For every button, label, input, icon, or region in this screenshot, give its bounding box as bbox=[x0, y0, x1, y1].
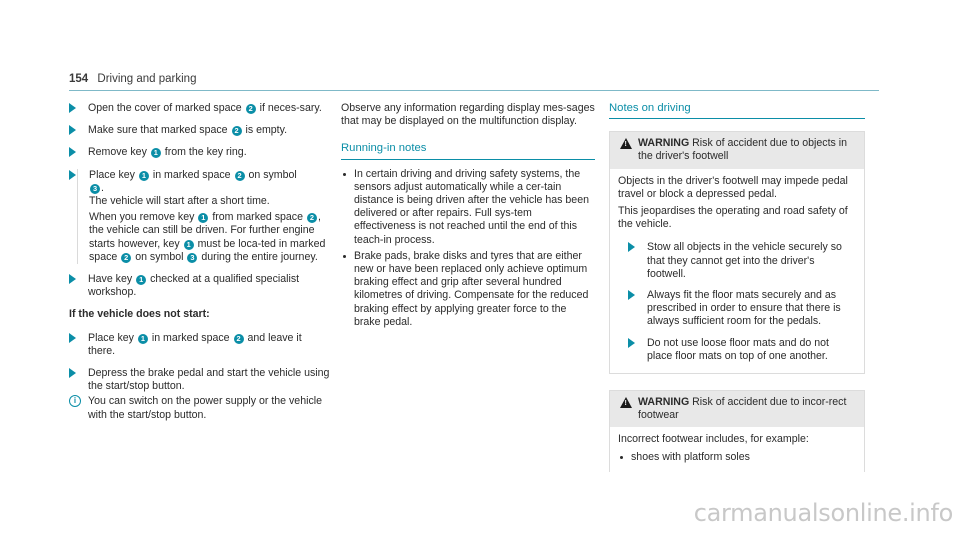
warning-header bbox=[610, 391, 864, 427]
marker-badge: 2 bbox=[232, 126, 242, 136]
subheading-vehicle-not-start: If the vehicle does not start: bbox=[69, 308, 210, 321]
marker-badge: 1 bbox=[198, 213, 208, 223]
watermark: carmanualsonline.info bbox=[693, 499, 953, 527]
bullet-item: shoes with platform soles bbox=[618, 451, 856, 464]
marker-badge: 1 bbox=[151, 148, 161, 158]
step-have-key-checked: Have key 1 checked at a qualified specialist workshop. bbox=[69, 273, 331, 299]
marker-badge: 2 bbox=[246, 104, 256, 114]
marker-badge: 2 bbox=[307, 213, 317, 223]
marker-badge: 1 bbox=[136, 275, 146, 285]
page-header bbox=[69, 73, 196, 85]
step-detail: When you remove key 1 from marked space 2 , the vehicle can still be driven. For further engine starts however, key 1 must be loca-ted in marked space 2 on symbol 3 during the entire journey. bbox=[89, 211, 326, 263]
step-arrow-icon bbox=[69, 125, 76, 135]
step-arrow-icon bbox=[69, 103, 76, 113]
marker-badge: 2 bbox=[234, 334, 244, 344]
step-open-cover: Open the cover of marked space 2 if neces-sary. bbox=[69, 102, 331, 115]
step-remove-key: Remove key 1 from the key ring. bbox=[69, 146, 331, 159]
warning-label: WARNING bbox=[638, 396, 690, 409]
step-depress-brake: Depress the brake pedal and start the vehicle using the start/stop button. bbox=[69, 367, 331, 393]
warning-body: Objects in the driver's footwell may impede pedal travel or block a depressed pedal. This jeopardises the operating and road safety of the vehicle. Stow all objects in the vehicle securely so that they cannot get into the driver's footwell. Always fit the floor mats securely and as prescribed in order to ensure that there is always sufficient room for the pedals. Do not use loose floor mats and do not place floor mats on top of one another. bbox=[610, 169, 864, 373]
section-title-running-in: Running-in notes bbox=[341, 142, 595, 159]
step-place-key-leave: Place key 1 in marked space 2 and leave it there. bbox=[69, 332, 331, 358]
step-arrow-icon bbox=[628, 338, 635, 348]
marker-badge: 3 bbox=[90, 184, 100, 194]
warning-step: Always fit the floor mats securely and as prescribed in order to ensure that there is always sufficient room for the pedals. bbox=[628, 289, 856, 329]
marker-badge: 1 bbox=[184, 240, 194, 250]
warning-box-footwear bbox=[609, 390, 865, 472]
section-title-notes-driving: Notes on driving bbox=[609, 102, 865, 119]
step-place-key bbox=[69, 169, 331, 264]
step-arrow-icon bbox=[69, 274, 76, 284]
step-arrow-icon bbox=[628, 290, 635, 300]
step-content: Place key 1 in marked space 2 on symbol 3 . The vehicle will start after a short time. When you remove key 1 from marked space 2 , the vehicle can still be driven. For further engine starts however, key 1 must be loca-ted in marked space 2 on symbol 3 during the entire journey. bbox=[77, 169, 331, 264]
bullet-dot bbox=[343, 255, 346, 258]
column-middle bbox=[341, 102, 595, 331]
marker-badge: 2 bbox=[235, 171, 245, 181]
step-arrow-icon bbox=[69, 147, 76, 157]
warning-step: Do not use loose floor mats and do not place floor mats on top of one another. bbox=[628, 337, 856, 363]
warning-triangle-icon: ! bbox=[620, 397, 632, 408]
bullet-item: In certain driving and driving safety systems, the sensors adjust automatically while a cer-tain distance is being driven after the vehicle has been delivered or after repairs. Full sys-tem effectiveness is not reached until the end of this teach-in process. bbox=[341, 168, 595, 247]
warning-body: Incorrect footwear includes, for example: shoes with platform soles bbox=[610, 427, 864, 471]
warning-header bbox=[610, 132, 864, 168]
marker-badge: 1 bbox=[139, 171, 149, 181]
warning-step: Stow all objects in the vehicle securely so that they cannot get into the driver's footwell. bbox=[628, 241, 856, 281]
step-arrow-icon bbox=[69, 368, 76, 378]
step-arrow-icon bbox=[628, 242, 635, 252]
column-right bbox=[609, 102, 865, 488]
bullet-dot bbox=[343, 173, 346, 176]
chapter-title: Driving and parking bbox=[97, 73, 197, 85]
info-note: i You can switch on the power supply or the vehicle with the start/stop button. bbox=[69, 395, 331, 421]
marker-badge: 3 bbox=[187, 253, 197, 263]
step-check-empty: Make sure that marked space 2 is empty. bbox=[69, 124, 331, 137]
step-arrow-icon bbox=[69, 170, 76, 180]
marker-badge: 2 bbox=[121, 253, 131, 263]
warning-title: Risk of accident due to objects in the driver's footwell bbox=[638, 137, 848, 163]
warning-box-objects bbox=[609, 131, 865, 374]
bullet-item: Brake pads, brake disks and tyres that are either new or have been replaced only achieve optimum braking effect and grip after several hundred kilometres of driving. Compensate for the reduced braking effect by applying greater force to the brake pedal. bbox=[341, 250, 595, 329]
step-arrow-icon bbox=[69, 333, 76, 343]
warning-title: Risk of accident due to incor-rect footwear bbox=[638, 396, 847, 422]
info-icon: i bbox=[69, 395, 81, 407]
bullet-dot bbox=[620, 456, 623, 459]
warning-label: WARNING bbox=[638, 137, 690, 150]
warning-triangle-icon: ! bbox=[620, 138, 632, 149]
header-rule bbox=[69, 90, 879, 91]
page-number: 154 bbox=[69, 73, 89, 85]
column-left bbox=[69, 102, 331, 422]
intro-paragraph: Observe any information regarding display mes-sages that may be displayed on the multifunction display. bbox=[341, 102, 595, 128]
marker-badge: 1 bbox=[138, 334, 148, 344]
